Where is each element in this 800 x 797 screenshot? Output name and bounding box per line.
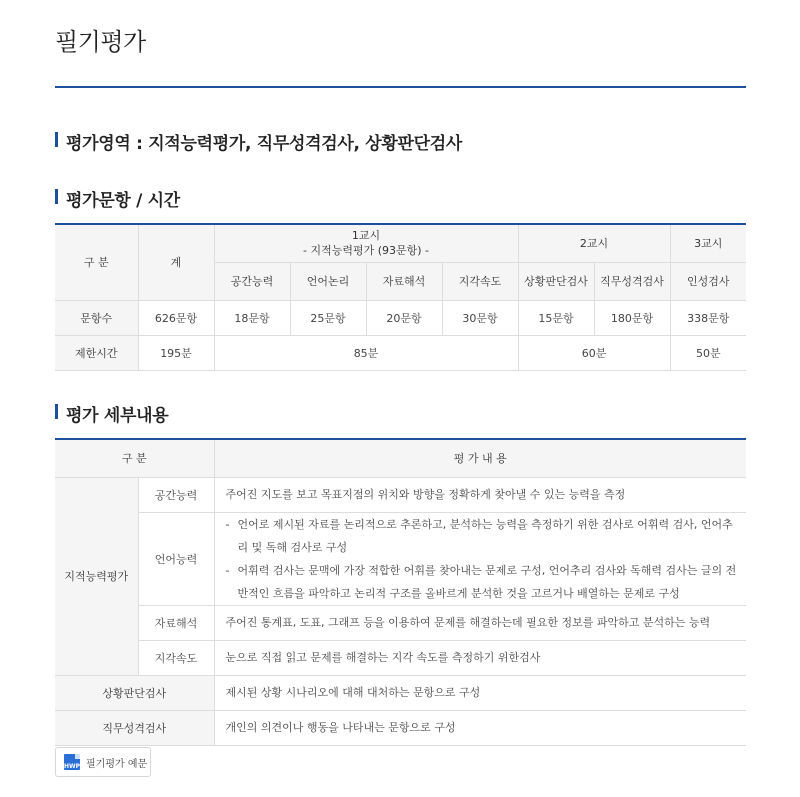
row-label-questions: 문항수: [55, 300, 138, 335]
cell-period2-time: 60분: [518, 335, 670, 370]
section-marker: [55, 404, 58, 419]
verbal-content-list: [226, 513, 743, 605]
sample-download-button[interactable]: [55, 747, 151, 777]
content-perception: 눈으로 직접 읽고 문제를 해결하는 지각 속도를 측정하기 위한검사: [214, 640, 746, 675]
header-period1-title: 1교시: [351, 229, 381, 243]
header-sub-verbal: 언어논리: [290, 262, 366, 300]
section-title-text: 평가문항 / 시간: [66, 191, 180, 211]
cell-total-questions: 626문항: [138, 300, 214, 335]
header-category: 구 분: [55, 224, 138, 300]
title-divider: [55, 86, 746, 88]
download-label: 필기평가 예문: [86, 758, 148, 770]
cell-space-questions: 18문항: [214, 300, 290, 335]
header-sub-perception: 지각속도: [442, 262, 518, 300]
row-label-personality: 직무성격검사: [55, 710, 214, 745]
section-marker: [55, 132, 58, 147]
row-label-time-limit: 제한시간: [55, 335, 138, 370]
detail-header-content: 평 가 내 용: [214, 439, 746, 477]
section-title-time: [55, 186, 180, 211]
header-sub-data: 자료해석: [366, 262, 442, 300]
table-row: [55, 512, 746, 605]
header-sub-personality-job: 직무성격검사: [594, 262, 670, 300]
cell-situation-questions: 15문항: [518, 300, 594, 335]
header-period2: 2교시: [518, 224, 670, 262]
table-row: [55, 640, 746, 675]
detail-header-category: 구 분: [55, 439, 214, 477]
cell-total-time: 195분: [138, 335, 214, 370]
header-period1-subtitle: - 지적능력평가 (93문항) -: [303, 244, 430, 258]
header-total: 계: [138, 224, 214, 300]
row-label-verbal: 언어능력: [138, 512, 214, 605]
page-title: 필기평가: [55, 28, 146, 56]
section-title-text: 평가 세부내용: [66, 406, 169, 426]
cell-perception-questions: 30문항: [442, 300, 518, 335]
section-title-area: [55, 129, 462, 154]
section-title-detail: [55, 401, 168, 426]
cell-job-personality-questions: 180문항: [594, 300, 670, 335]
row-label-situation: 상황판단검사: [55, 675, 214, 710]
header-period3: 3교시: [670, 224, 746, 262]
content-space: 주어진 지도를 보고 목표지점의 위치와 방향을 정확하게 찾아낼 수 있는 능력을 측정: [214, 477, 746, 512]
cell-data-questions: 20문항: [366, 300, 442, 335]
table-row: [55, 675, 746, 710]
table-row: [55, 477, 746, 512]
group-label-cognitive: 지적능력평가: [55, 477, 138, 675]
section-title-text: 평가영역 : 지적능력평가, 직무성격검사, 상황판단검사: [66, 134, 462, 154]
table-row: [55, 605, 746, 640]
header-sub-personality: 인성검사: [670, 262, 746, 300]
content-personality: 개인의 의견이나 행동을 나타내는 문항으로 구성: [214, 710, 746, 745]
content-verbal: [214, 512, 746, 605]
list-item: - 언어로 제시된 자료를 논리적으로 추론하고, 분석하는 능력을 측정하기 위한 검사로 어휘력 검사, 언어추리 및 독해 검사로 구성: [226, 513, 743, 559]
table-row-questions: [55, 300, 746, 335]
cell-period1-time: 85분: [214, 335, 518, 370]
questions-time-table: [55, 223, 746, 371]
header-sub-situation: 상황판단검사: [518, 262, 594, 300]
evaluation-detail-table: [55, 438, 746, 746]
section-marker: [55, 189, 58, 204]
row-label-space: 공간능력: [138, 477, 214, 512]
header-period1: [214, 224, 518, 262]
cell-personality-questions: 338문항: [670, 300, 746, 335]
content-situation: 제시된 상황 시나리오에 대해 대처하는 문항으로 구성: [214, 675, 746, 710]
list-item: - 어휘력 검사는 문맥에 가장 적합한 어휘를 찾아내는 문제로 구성, 언어추리 검사와 독해력 검사는 글의 전반적인 흐름을 파악하고 논리적 구조를 올바르게 분석한 것을 고르거나 배열하는 문제로 구성: [226, 559, 743, 605]
hwp-file-icon: HWP: [64, 754, 80, 770]
content-data: 주어진 통계표, 도표, 그래프 등을 이용하여 문제를 해결하는데 필요한 정보를 파악하고 분석하는 능력: [214, 605, 746, 640]
cell-period3-time: 50분: [670, 335, 746, 370]
row-label-perception: 지각속도: [138, 640, 214, 675]
header-sub-space: 공간능력: [214, 262, 290, 300]
table-row-time-limit: [55, 335, 746, 370]
table-row: [55, 710, 746, 745]
cell-verbal-questions: 25문항: [290, 300, 366, 335]
row-label-data: 자료해석: [138, 605, 214, 640]
